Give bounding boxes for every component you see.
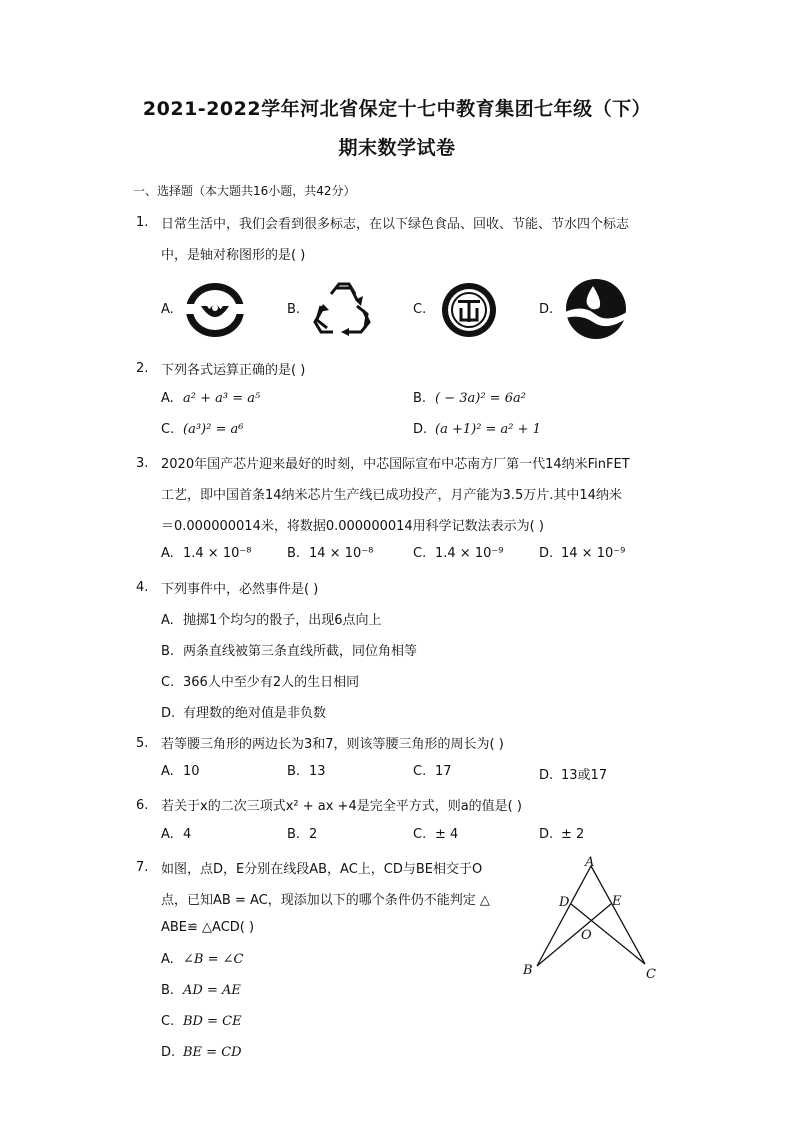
point-label-d: D [559,895,570,910]
q6-option-b: B. 2 [287,827,318,842]
segment-ac [591,866,645,964]
q3-line2: 工艺，即中国首条14纳米芯片生产线已成功投产，月产能为3.5万片.其中14纳米 [161,488,622,503]
q7-line3: ABE≌ △ACD( ) [161,920,255,935]
q6-option-a: A. 4 [161,827,192,842]
q3-number: 3. [136,456,149,471]
q5-option-c: C. 17 [413,764,452,779]
energy-saving-logo-icon [437,280,501,344]
q2-option-a: A. a² + a³ = a⁵ [161,391,261,406]
q7-option-b: B. AD = AE [161,983,241,998]
q7-option-c: C. BD = CE [161,1014,242,1029]
segment-be [537,904,611,966]
q3-option-c: C. 1.4 × 10⁻⁹ [413,546,504,561]
q4-option-b: B. 两条直线被第三条直线所截，同位角相等 [161,644,418,659]
q5-stem: 若等腰三角形的两边长为3和7，则该等腰三角形的周长为( ) [161,737,504,752]
q5-option-b: B. 13 [287,764,326,779]
q1-line1: 日常生活中，我们会看到很多标志，在以下绿色食品、回收、节能、节水四个标志 [161,217,630,232]
q6-option-d: D. ± 2 [539,827,585,842]
q5-option-a: A. 10 [161,764,200,779]
point-label-a: A [585,855,595,870]
water-saving-logo-icon [563,278,629,344]
q1-option-d-label: D. [539,302,554,317]
point-label-b: B [523,963,533,978]
q4-option-c: C. 366人中至少有2人的生日相同 [161,675,360,690]
q2-number: 2. [136,361,149,376]
segment-ab [537,866,591,966]
q7-line2: 点，已知AB = AC，现添加以下的哪个条件仍不能判定 △ [161,893,490,908]
q1-option-a-label: A. [161,302,174,317]
q3-option-d: D. 14 × 10⁻⁹ [539,546,626,561]
q5-number: 5. [136,736,149,751]
q1-option-b-label: B. [287,302,301,317]
point-label-o: O [581,928,592,943]
q5-option-d: D. 13或17 [539,768,608,783]
q4-stem: 下列事件中，必然事件是( ) [161,582,319,597]
q3-line1: 2020年国产芯片迎来最好的时刻，中芯国际宣布中芯南方厂第一代14纳米FinFET [161,457,630,472]
q4-option-a: A. 抛掷1个均匀的骰子，出现6点向上 [161,613,382,628]
q1-number: 1. [136,215,149,230]
q6-number: 6. [136,798,149,813]
q7-option-a: A. ∠B = ∠C [161,952,244,967]
q2-stem: 下列各式运算正确的是( ) [161,363,306,378]
section-heading: 一、选择题（本大题共16小题，共42分） [133,184,356,198]
exam-title-line2: 期末数学试卷 [338,137,456,159]
q1-option-c-label: C. [413,302,427,317]
green-food-logo-icon [183,280,247,344]
point-label-c: C [646,967,656,982]
point-label-e: E [612,894,622,909]
q2-option-b: B. ( − 3a)² = 6a² [413,391,526,406]
recycle-logo-icon [311,280,375,344]
exam-title-line1: 2021-2022学年河北省保定十七中教育集团七年级（下） [142,98,652,120]
q3-option-a: A. 1.4 × 10⁻⁸ [161,546,252,561]
q7-number: 7. [136,860,149,875]
q2-option-d: D. (a +1)² = a² + 1 [413,422,541,437]
q1-line2: 中，是轴对称图形的是( ) [161,248,306,263]
q3-option-b: B. 14 × 10⁻⁸ [287,546,374,561]
q6-option-c: C. ± 4 [413,827,459,842]
q4-number: 4. [136,580,149,595]
q6-stem: 若关于x的二次三项式x² + ax +4是完全平方式，则a的值是( ) [161,799,522,814]
q7-option-d: D. BE = CD [161,1045,242,1060]
q7-line1: 如图，点D，E分别在线段AB，AC上，CD与BE相交于O [161,862,483,877]
q4-option-d: D. 有理数的绝对值是非负数 [161,706,327,721]
q7-triangle-figure [515,852,665,988]
q3-line3: ＝0.000000014米，将数据0.000000014用科学记数法表示为( ) [161,519,544,534]
q2-option-c: C. (a³)² = a⁶ [161,422,244,437]
